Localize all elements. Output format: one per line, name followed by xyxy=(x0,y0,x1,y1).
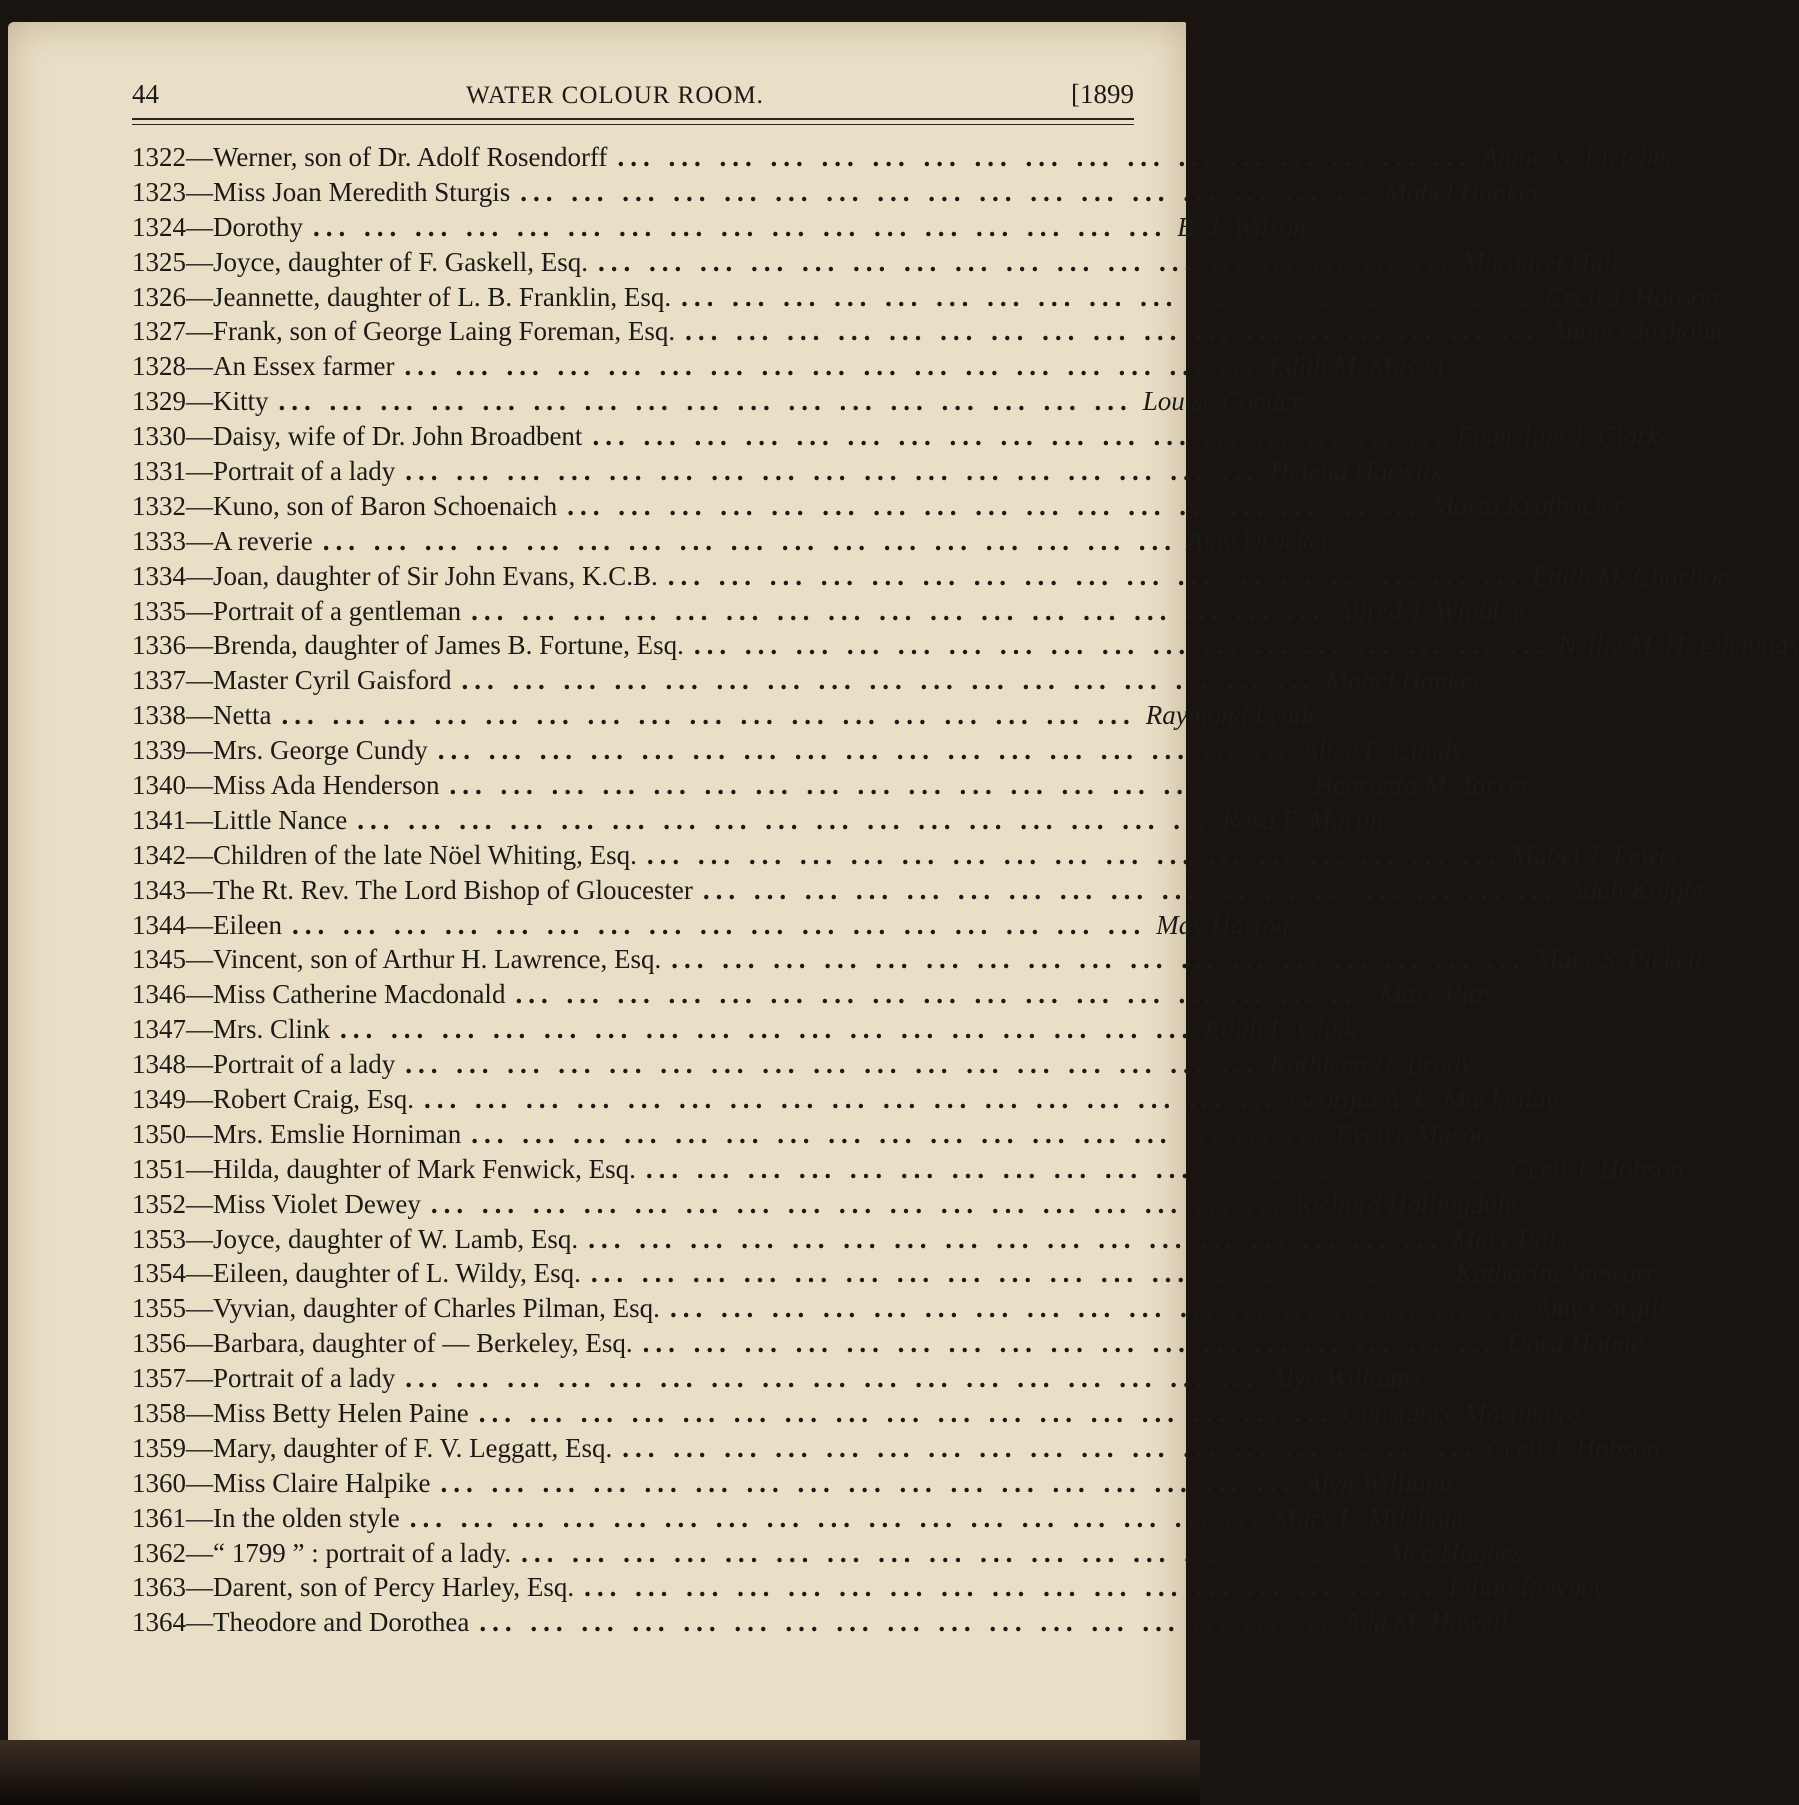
list-item xyxy=(132,419,1672,454)
entry-subject: 1326—Jeannette, daughter of L. B. Franklin, Esq. xyxy=(132,281,672,312)
list-item xyxy=(132,140,1676,175)
entry-artist: Edith M. Mason xyxy=(1268,351,1444,382)
entry-artist: Raymond Lynde xyxy=(1145,700,1320,731)
leader-dots xyxy=(279,386,1133,417)
leader-dots xyxy=(431,1189,1285,1220)
list-item xyxy=(132,349,1444,384)
entry-subject: 1361—In the olden style xyxy=(132,1502,400,1533)
list-item xyxy=(132,1012,1357,1047)
list-item xyxy=(132,628,1799,663)
leader-dots xyxy=(438,735,1292,766)
list-item xyxy=(132,1396,1580,1431)
page-header xyxy=(132,68,1134,110)
entry-subject: 1352—Miss Violet Dewey xyxy=(132,1188,421,1219)
entry-artist: Adah Knight xyxy=(1567,874,1705,905)
entry-artist: Mabel Hankey xyxy=(1384,176,1543,207)
entry-subject: 1362—“ 1799 ” : portrait of a lady. xyxy=(132,1537,512,1568)
entry-subject: 1336—Brenda, daughter of James B. Fortune, Esq. xyxy=(132,630,684,661)
list-item xyxy=(132,489,1625,524)
list-item xyxy=(132,1431,1660,1466)
leader-dots xyxy=(281,700,1135,731)
leader-dots xyxy=(471,596,1325,627)
leader-dots xyxy=(588,1224,1442,1255)
leader-dots xyxy=(405,456,1259,487)
entry-artist: Mabel Hankey xyxy=(1325,665,1484,696)
entry-artist: Evelyn Mason xyxy=(1335,1118,1490,1149)
leader-dots xyxy=(592,421,1446,452)
entry-subject: 1328—An Essex farmer xyxy=(132,351,395,382)
list-item xyxy=(132,768,1531,803)
leader-dots xyxy=(520,177,1374,208)
entry-artist: Richard Hollingdale xyxy=(1295,1188,1517,1219)
entry-artist: Katharine Stewart xyxy=(1455,1258,1654,1289)
leader-dots xyxy=(471,1119,1325,1150)
leader-dots xyxy=(313,212,1167,243)
list-item xyxy=(132,1257,1654,1292)
entry-artist: Helena Horwitz xyxy=(1269,455,1442,486)
entry-subject: 1330—Daisy, wife of Dr. John Broadbent xyxy=(132,421,583,452)
list-item xyxy=(132,559,1731,594)
list-item xyxy=(132,314,1723,349)
entry-artist: Mary S. Pickett xyxy=(1535,944,1703,975)
list-item xyxy=(132,698,1320,733)
list-item xyxy=(132,245,1619,280)
entry-subject: 1337—Master Cyril Gaisford xyxy=(132,665,452,696)
leader-dots xyxy=(681,282,1535,313)
entry-subject: 1338—Netta xyxy=(132,700,272,731)
entry-subject: 1347—Mrs. Clink xyxy=(132,1014,331,1045)
list-item xyxy=(132,175,1543,210)
entry-subject: 1325—Joyce, daughter of F. Gaskell, Esq. xyxy=(132,246,589,277)
list-item xyxy=(132,1466,1456,1501)
entry-artist: Cecil J. Hobson xyxy=(1545,281,1719,312)
leader-dots xyxy=(410,1503,1264,1534)
entry-artist: Mary Pitts xyxy=(1379,979,1495,1010)
list-item xyxy=(132,1117,1490,1152)
leader-dots xyxy=(340,1014,1194,1045)
entry-artist: B. J. Wilson xyxy=(1177,211,1307,242)
entry-subject: 1324—Dorothy xyxy=(132,211,303,242)
entry-subject: 1323—Miss Joan Meredith Sturgis xyxy=(132,176,511,207)
entry-subject: 1335—Portrait of a gentleman xyxy=(132,595,462,626)
list-item xyxy=(132,803,1384,838)
entry-artist: Dora Holme xyxy=(1506,1328,1643,1359)
entry-subject: 1345—Vincent, son of Arthur H. Lawrence, Esq. xyxy=(132,944,662,975)
entry-artist: Edith L. Clink xyxy=(1204,1014,1357,1045)
list-item xyxy=(132,1536,1523,1571)
entry-subject: 1357—Portrait of a lady xyxy=(132,1363,396,1394)
leader-dots xyxy=(643,1328,1497,1359)
leader-dots xyxy=(646,1154,1500,1185)
entry-artist: Amy Drucker xyxy=(1186,525,1332,556)
list-item xyxy=(132,838,1677,873)
leader-dots xyxy=(671,944,1525,975)
entry-artist: Mabel T. Lewis xyxy=(1511,839,1677,870)
entry-subject: 1348—Portrait of a lady xyxy=(132,1049,396,1080)
entry-subject: 1358—Miss Betty Helen Paine xyxy=(132,1398,469,1428)
leader-dots xyxy=(405,1049,1259,1080)
entry-artist: Constance Mortimore xyxy=(1342,1398,1580,1428)
leader-dots xyxy=(622,1433,1476,1464)
page-title: WATER COLOUR ROOM. xyxy=(466,82,764,109)
leader-dots xyxy=(479,1607,1333,1638)
entry-artist: May Hartog xyxy=(1156,909,1289,940)
entry-subject: 1334—Joan, daughter of Sir John Evans, K.C.B. xyxy=(132,560,658,591)
list-item xyxy=(132,1571,1606,1606)
entry-artist: Alce Hughes xyxy=(1385,1537,1523,1568)
list-item xyxy=(132,1047,1473,1082)
list-item xyxy=(132,733,1464,768)
entry-subject: 1364—Theodore and Dorothea xyxy=(132,1607,470,1638)
list-item xyxy=(132,873,1705,908)
leader-dots xyxy=(405,1363,1259,1394)
entry-subject: 1339—Mrs. George Cundy xyxy=(132,735,428,766)
entry-list xyxy=(132,140,1799,1640)
list-item xyxy=(132,524,1332,559)
entry-subject: 1322—Werner, son of Dr. Adolf Rosendorff xyxy=(132,141,608,172)
list-item xyxy=(132,1361,1421,1396)
entry-artist: Annie Chisholm xyxy=(1549,316,1723,347)
entry-artist: Mary Pitts xyxy=(1452,1223,1568,1254)
leader-dots xyxy=(357,805,1211,836)
entry-artist: Georgia A. E. Mackinlay xyxy=(1288,1083,1558,1114)
entry-artist: Cecil J. Hobson xyxy=(1486,1432,1660,1463)
entry-subject: 1353—Joyce, daughter of W. Lamb, Esq. xyxy=(132,1223,579,1254)
entry-subject: 1355—Vyvian, daughter of Charles Pilman, Esq. xyxy=(132,1293,660,1324)
entry-artist: Alfred T. Whibley xyxy=(1335,595,1524,626)
page-number: 44 xyxy=(132,79,159,109)
leader-dots xyxy=(515,979,1369,1010)
entry-artist: Louise Conder xyxy=(1142,386,1303,417)
entry-subject: 1332—Kuno, son of Baron Schoenaich xyxy=(132,490,558,521)
entry-subject: 1343—The Rt. Rev. The Lord Bishop of Gloucester xyxy=(132,874,693,905)
list-item xyxy=(132,942,1703,977)
header-rule-thin xyxy=(132,124,1134,125)
list-item xyxy=(132,663,1484,698)
leader-dots xyxy=(404,351,1258,382)
entry-artist: Alyn Williams xyxy=(1304,1467,1456,1498)
entry-subject: 1327—Frank, son of George Laing Foreman, Esq. xyxy=(132,316,676,347)
leader-dots xyxy=(584,1572,1438,1603)
list-item xyxy=(132,977,1495,1012)
entry-subject: 1354—Eileen, daughter of L. Wildy, Esq. xyxy=(132,1258,581,1289)
entry-artist: Ada M. Howell xyxy=(1343,1607,1508,1638)
leader-dots xyxy=(479,1398,1333,1429)
leader-dots xyxy=(323,526,1177,557)
list-item xyxy=(132,210,1307,245)
leader-dots xyxy=(668,561,1522,592)
leader-dots xyxy=(521,1538,1375,1569)
entry-artist: Rosa P. Martin xyxy=(1221,804,1384,835)
entry-artist: Lilian Rowney xyxy=(1448,1572,1606,1603)
list-item xyxy=(132,1187,1517,1222)
leader-dots xyxy=(449,770,1303,801)
list-item xyxy=(132,1605,1508,1640)
entry-subject: 1329—Kitty xyxy=(132,386,269,417)
page-bottom-edge xyxy=(0,1740,1200,1805)
entry-subject: 1350—Mrs. Emslie Horniman xyxy=(132,1118,462,1149)
page-year: [1899 xyxy=(1071,79,1134,109)
entry-subject: 1344—Eileen xyxy=(132,909,282,940)
entry-artist: Margaret Hall xyxy=(1462,246,1619,277)
entry-subject: 1346—Miss Catherine Macdonald xyxy=(132,979,506,1010)
entry-subject: 1351—Hilda, daughter of Mark Fenwick, Esq. xyxy=(132,1153,636,1184)
entry-subject: 1356—Barbara, daughter of — Berkeley, Esq. xyxy=(132,1328,633,1359)
list-item xyxy=(132,594,1524,629)
list-item xyxy=(132,1152,1684,1187)
leader-dots xyxy=(598,247,1452,278)
entry-artist: Annie G. Fletcher xyxy=(1481,141,1676,172)
entry-artist: Alyn Williams xyxy=(1269,1363,1421,1394)
entry-subject: 1360—Miss Claire Halpike xyxy=(132,1467,431,1498)
leader-dots xyxy=(647,840,1501,871)
entry-artist: Marta Kraftmeier xyxy=(1431,490,1625,521)
entry-artist: Edith M. Charlton xyxy=(1531,560,1731,591)
leader-dots xyxy=(440,1468,1294,1499)
entry-artist: Henrietta M. Tarver xyxy=(1313,769,1531,800)
leader-dots xyxy=(694,630,1548,661)
entry-artist: Mary L. Mileham xyxy=(1273,1502,1464,1533)
entry-subject: 1359—Mary, daughter of F. V. Leggatt, Esq. xyxy=(132,1432,613,1463)
entry-subject: 1331—Portrait of a lady xyxy=(132,455,396,486)
leader-dots xyxy=(703,875,1557,906)
list-item xyxy=(132,454,1442,489)
entry-subject: 1349—Robert Craig, Esq. xyxy=(132,1083,414,1114)
entry-subject: 1363—Darent, son of Percy Harley, Esq. xyxy=(132,1572,575,1603)
list-item xyxy=(132,1501,1464,1536)
entry-subject: 1342—Children of the late Nöel Whiting, Esq. xyxy=(132,839,637,870)
list-item xyxy=(132,1326,1643,1361)
list-item xyxy=(132,280,1719,315)
entry-subject: 1341—Little Nance xyxy=(132,804,348,835)
list-item xyxy=(132,908,1289,943)
entry-artist: Amy Cargill xyxy=(1534,1293,1666,1324)
leader-dots xyxy=(617,142,1471,173)
leader-dots xyxy=(685,316,1539,347)
leader-dots xyxy=(591,1258,1445,1289)
list-item xyxy=(132,1291,1666,1326)
list-item xyxy=(132,1222,1568,1257)
entry-subject: 1333—A reverie xyxy=(132,525,313,556)
header-rule xyxy=(132,118,1134,120)
leader-dots xyxy=(292,910,1146,941)
entry-artist: Nellie M. H. Edmunds xyxy=(1558,630,1799,661)
entry-subject: 1340—Miss Ada Henderson xyxy=(132,769,440,800)
list-item xyxy=(132,384,1303,419)
list-item xyxy=(132,1082,1558,1117)
leader-dots xyxy=(461,665,1315,696)
entry-artist: Alice L. Cundy xyxy=(1301,735,1464,766)
entry-artist: Emmeline T. Clarke xyxy=(1456,421,1672,452)
entry-artist: Cecil J. Hobson xyxy=(1510,1153,1684,1184)
leader-dots xyxy=(670,1293,1524,1324)
entry-artist: Kathleen H. Brady xyxy=(1269,1049,1473,1080)
leader-dots xyxy=(424,1084,1278,1115)
leader-dots xyxy=(567,491,1421,522)
